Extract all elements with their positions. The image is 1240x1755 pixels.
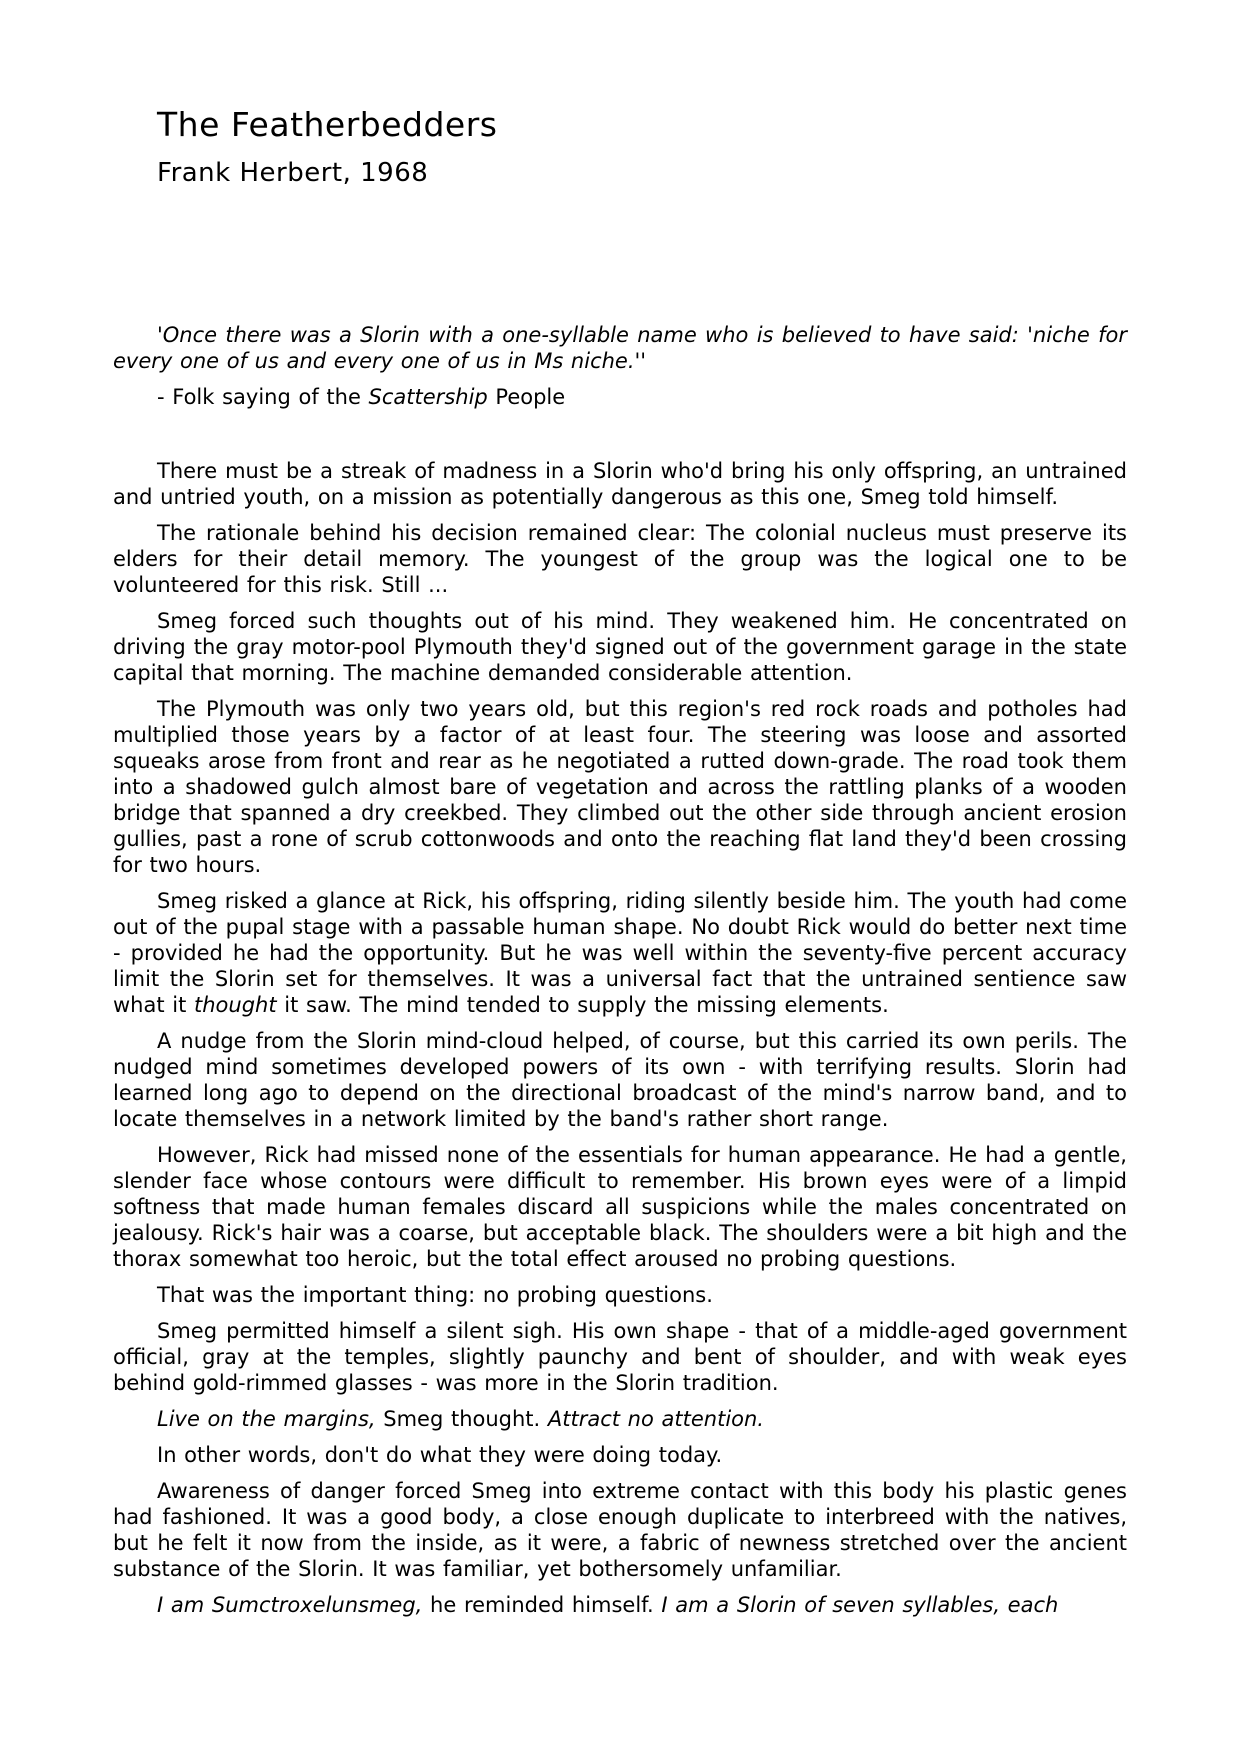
paragraph [113, 1406, 1127, 1432]
paragraph [113, 458, 1127, 510]
text-segment: Smeg permitted himself a silent sigh. His own shape - that of a middle-aged government official, gray at the temples, slightly paunchy and bent of shoulder, and with weak eyes behind gold-rimmed glasses - was more in the Slorin tradition. [113, 1318, 1127, 1395]
text-segment: it saw. The mind tended to supply the missing elements. [276, 992, 889, 1017]
text-segment: Smeg risked a glance at Rick, his offspring, riding silently beside him. The youth had come out of the pupal stage with a passable human shape. No doubt Rick would do better next time - provided he had the opportunity. But he was well within the seventy-five percent accuracy limit the Slorin set for themselves. It was a universal fact that the untrained sentience saw what it [113, 888, 1127, 1017]
emphasized-text: Live on the margins, [157, 1406, 376, 1431]
text-segment: Smeg thought. [375, 1406, 548, 1431]
text-blocks [113, 322, 1127, 1618]
text-segment: The rationale behind his decision remained clear: The colonial nucleus must preserve its elders for their detail memory. The youngest of the group was the logical one to be volunteered for this risk. Still ... [113, 520, 1127, 597]
paragraph [113, 696, 1127, 878]
text-segment: The Plymouth was only two years old, but this region's red rock roads and potholes had multiplied those years by a factor of at least four. The steering was loose and assorted squeaks arose from front and rear as he negotiated a rutted down-grade. The road took them into a shadowed gulch almost bare of vegetation and across the rattling planks of a wooden bridge that spanned a dry creekbed. They climbed out the other side through ancient erosion gullies, past a rone of scrub cottonwoods and onto the reaching flat land they'd been crossing for two hours. [113, 696, 1127, 877]
text-segment: In other words, don't do what they were doing today. [157, 1442, 723, 1467]
emphasized-text: 'Once there was a Slorin with a one-syllable name who is believed to have said: 'niche for every one of us and every one of us in Ms niche.'' [113, 322, 1127, 373]
text-segment: he reminded himself. [422, 1592, 662, 1617]
emphasized-text: I am a Slorin of seven syllables, each [661, 1592, 1059, 1617]
epigraph-attribution [113, 384, 1127, 410]
paragraph [113, 1318, 1127, 1396]
text-segment: A nudge from the Slorin mind-cloud helped, of course, but this carried its own perils. The nudged mind sometimes developed powers of its own - with terrifying results. Slorin had learned long ago to depend on the directional broadcast of the mind's narrow band, and to locate themselves in a network limited by the band's rather short range. [113, 1028, 1127, 1131]
text-segment: Smeg forced such thoughts out of his mind. They weakened him. He concentrated on driving the gray motor-pool Plymouth they'd signed out of the government garage in the state capital that morning. The machine demanded considerable attention. [113, 608, 1127, 685]
text-segment: That was the important thing: no probing questions. [157, 1282, 713, 1307]
paragraph [113, 1478, 1127, 1582]
paragraph [113, 1142, 1127, 1272]
text-segment: However, Rick had missed none of the essentials for human appearance. He had a gentle, slender face whose contours were difficult to remember. His brown eyes were of a limpid softness that made human females discard all suspicions while the males concentrated on jealousy. Rick's hair was a coarse, but acceptable black. The shoulders were a bit high and the thorax somewhat too heroic, but the total effect aroused no probing questions. [113, 1142, 1127, 1271]
emphasized-text: Attract no attention. [547, 1406, 764, 1431]
paragraph [113, 1028, 1127, 1132]
paragraph [113, 608, 1127, 686]
paragraph [113, 888, 1127, 1018]
text-segment: There must be a streak of madness in a Slorin who'd bring his only offspring, an untrained and untried youth, on a mission as potentially dangerous as this one, Smeg told himself. [113, 458, 1127, 509]
paragraph [113, 1592, 1127, 1618]
epigraph-quote [113, 322, 1127, 374]
text-segment: People [487, 384, 566, 409]
text-segment: Awareness of danger forced Smeg into extreme contact with this body his plastic genes had fashioned. It was a good body, a close enough duplicate to interbreed with the natives, but he felt it now from the inside, as it were, a fabric of newness stretched over the ancient substance of the Slorin. It was familiar, yet bothersomely unfamiliar. [113, 1478, 1127, 1581]
paragraph [113, 520, 1127, 598]
emphasized-text: I am Sumctroxelunsmeg, [157, 1592, 423, 1617]
emphasized-text: thought [194, 992, 277, 1017]
story-byline: Frank Herbert, 1968 [157, 158, 429, 189]
story-title: The Featherbedders [157, 105, 498, 144]
paragraph [113, 1442, 1127, 1468]
paragraph [113, 1282, 1127, 1308]
text-segment: - Folk saying of the [157, 384, 369, 409]
emphasized-text: Scattership [368, 384, 488, 409]
